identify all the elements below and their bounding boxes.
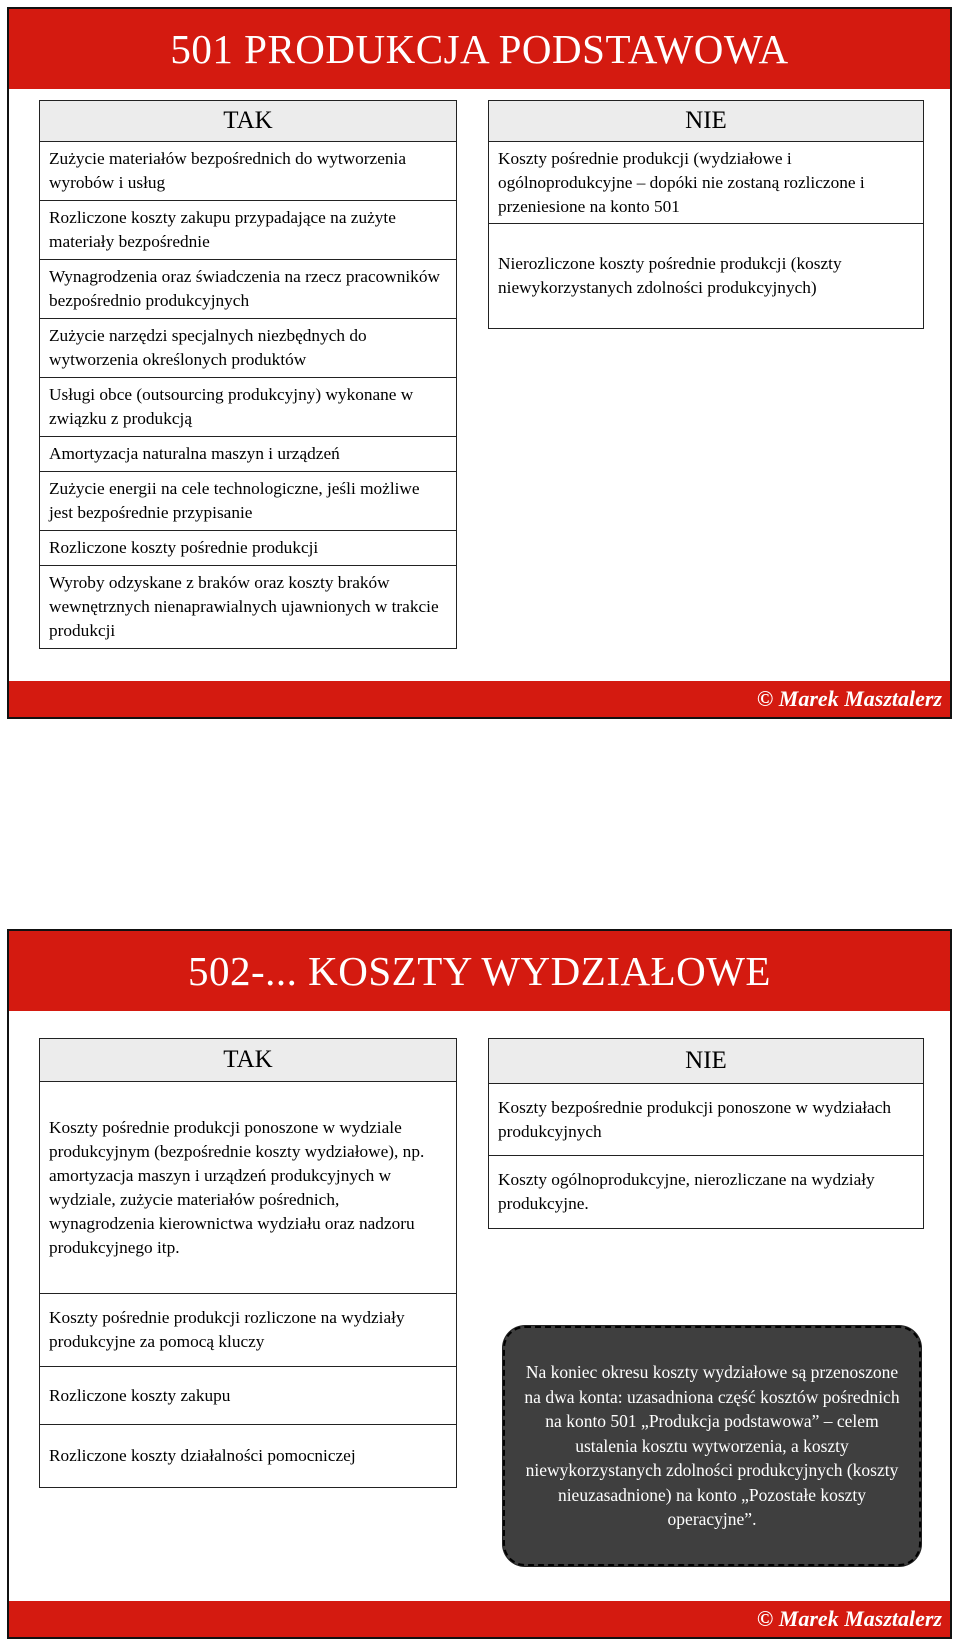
list-item: Rozliczone koszty pośrednie produkcji [40, 531, 456, 566]
slide-502 [7, 929, 952, 1639]
nie-header: NIE [489, 1039, 923, 1084]
summary-note: Na koniec okresu koszty wydziałowe są przenoszone na dwa konta: uzasadniona część kosztów pośrednich na konto 501 „Produkcja podstawowa” – celem ustalenia kosztu wytworzenia, a koszty niewykorzystanych zdolności produkcyjnych (koszty nieuzasadnione) na konto „Pozostałe koszty operacyjne”. [503, 1326, 921, 1566]
list-item: Wyroby odzyskane z braków oraz koszty braków wewnętrznych nienaprawialnych ujawnionych w trakcie produkcji [49, 573, 439, 640]
list-item: Koszty bezpośrednie produkcji ponoszone w wydziałach produkcyjnych [489, 1084, 923, 1156]
list-item: Zużycie narzędzi specjalnych niezbędnych do wytworzenia określonych produktów [40, 319, 456, 378]
slide-title: 501 PRODUKCJA PODSTAWOWA [9, 9, 950, 89]
list-item: Amortyzacja naturalna maszyn i urządzeń [40, 437, 456, 472]
list-item: Koszty pośrednie produkcji (wydziałowe i ogólnoprodukcyjne – dopóki nie zostaną rozliczone i przeniesione na konto 501 [489, 142, 923, 224]
list-item: Nierozliczone koszty pośrednie produkcji (koszty niewykorzystanych zdolności produkcyjnych) [498, 254, 842, 297]
list-item: Zużycie materiałów bezpośrednich do wytworzenia wyrobów i usług [40, 142, 456, 201]
nie-column [488, 1038, 924, 1229]
copyright-footer: © Marek Masztalerz [9, 1601, 950, 1637]
list-item: Rozliczone koszty zakupu [40, 1367, 456, 1425]
list-item: Wynagrodzenia oraz świadczenia na rzecz pracowników bezpośrednio produkcyjnych [40, 260, 456, 319]
copyright-footer: © Marek Masztalerz [9, 681, 950, 717]
tak-header: TAK [40, 101, 456, 142]
tak-column [39, 100, 457, 649]
nie-column [488, 100, 924, 329]
list-item: Koszty pośrednie produkcji rozliczone na wydziały produkcyjne za pomocą kluczy [40, 1294, 456, 1367]
slide-title: 502-... KOSZTY WYDZIAŁOWE [9, 931, 950, 1011]
list-item: Rozliczone koszty działalności pomocniczej [49, 1446, 356, 1465]
slide-501 [7, 7, 952, 719]
list-item: Zużycie energii na cele technologiczne, jeśli możliwe jest bezpośrednie przypisanie [40, 472, 456, 531]
list-item: Koszty ogólnoprodukcyjne, nierozliczane na wydziały produkcyjne. [498, 1170, 875, 1213]
tak-column [39, 1038, 457, 1488]
nie-header: NIE [489, 101, 923, 142]
list-item: Rozliczone koszty zakupu przypadające na zużyte materiały bezpośrednie [40, 201, 456, 260]
tak-header: TAK [40, 1039, 456, 1082]
list-item: Koszty pośrednie produkcji ponoszone w wydziale produkcyjnym (bezpośrednie koszty wydziałowe), np. amortyzacja maszyn i urządzeń produkcyjnych w wydziale, zużycie materiałów pośrednich, wynagrodzenia kierownictwa wydziału oraz nadzoru produkcyjnego itp. [40, 1082, 456, 1294]
list-item: Usługi obce (outsourcing produkcyjny) wykonane w związku z produkcją [40, 378, 456, 437]
